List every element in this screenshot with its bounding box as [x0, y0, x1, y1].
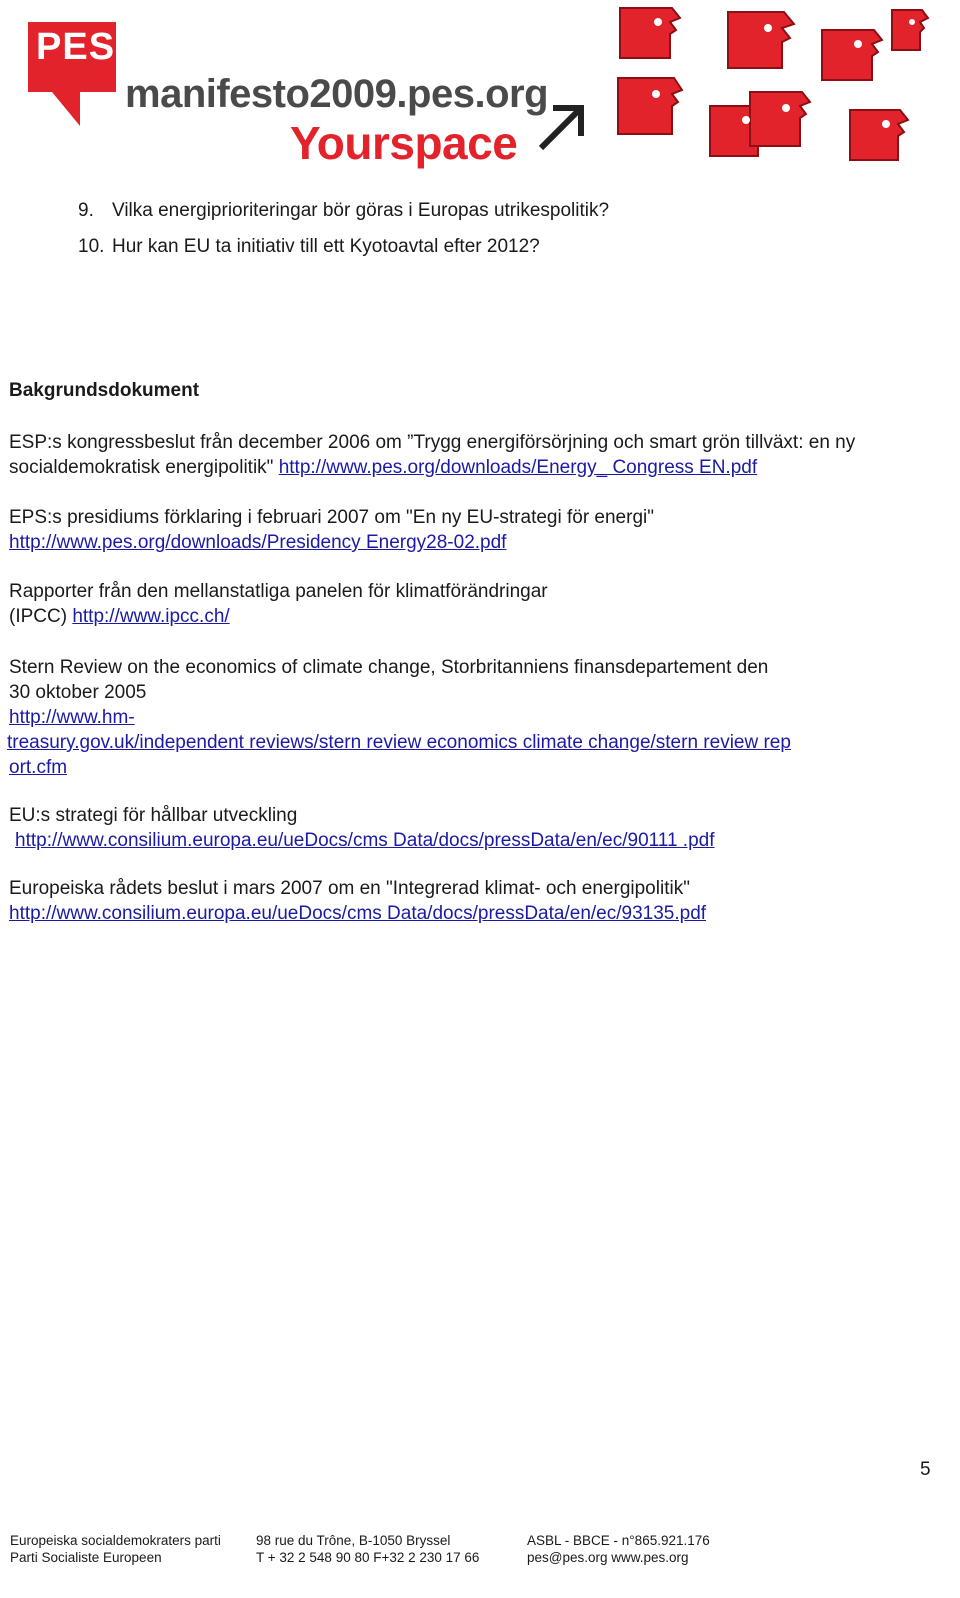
document-description: Stern Review on the economics of climate change, Storbritanniens finansdepartement den [9, 657, 769, 678]
document-entry [9, 876, 944, 926]
document-description-cont: (IPCC) [9, 606, 73, 627]
question-text: Hur kan EU ta initiativ till ett Kyotoavtal efter 2012? [112, 236, 540, 257]
footer-column-party [10, 1532, 221, 1566]
pes-logo [28, 22, 116, 92]
document-description-cont: socialdemokratisk energipolitik" [9, 457, 279, 478]
question-text: Vilka energiprioriteringar bör göras i Europas utrikespolitik? [112, 200, 610, 221]
footer-line: ASBL - BBCE - n°865.921.176 [527, 1533, 710, 1548]
footer-line: Europeiska socialdemokraters parti [10, 1533, 221, 1548]
pes-logo-tail [52, 92, 80, 126]
document-description: EU:s strategi för hållbar utveckling [9, 805, 298, 826]
banner-yourspace: Yourspace [290, 117, 518, 169]
document-link[interactable]: http://www.consilium.europa.eu/ueDocs/cms Data/docs/pressData/en/ec/93135.pdf [9, 903, 707, 924]
document-description-cont: 30 oktober 2005 [9, 682, 147, 703]
document-description: ESP:s kongressbeslut från december 2006 om ”Trygg energiförsörjning och smart grön tillväxt: en ny [9, 432, 856, 453]
document-link[interactable]: http://www.pes.org/downloads/Energy_ Congress EN.pdf [278, 457, 758, 478]
page-number: 5 [920, 1459, 931, 1480]
document-description: Rapporter från den mellanstatliga panelen för klimatförändringar [9, 581, 548, 602]
red-heads-illustration [600, 0, 940, 180]
document-entry [9, 505, 944, 555]
footer-line: pes@pes.org www.pes.org [527, 1550, 689, 1565]
document-link[interactable]: http://www.ipcc.ch/ [72, 606, 230, 627]
footer-column-address [256, 1532, 479, 1566]
manifesto-banner [0, 0, 960, 180]
section-heading: Bakgrundsdokument [9, 380, 200, 401]
document-link-cont[interactable]: treasury.gov.uk/independent reviews/stern review economics climate change/stern review rep [7, 732, 791, 753]
footer-column-registration [527, 1532, 710, 1566]
document-link[interactable]: http://www.hm- [9, 707, 135, 728]
footer-line: 98 rue du Trône, B-1050 Bryssel [256, 1533, 451, 1548]
arrow-icon [535, 98, 591, 154]
question-number: 9. [78, 200, 94, 221]
document-entry [9, 655, 944, 780]
document-description: Europeiska rådets beslut i mars 2007 om en "Integrerad klimat- och energipolitik" [9, 878, 690, 899]
document-entry [9, 430, 944, 480]
pes-logo-text: PES [36, 26, 116, 68]
footer-line: Parti Socialiste Europeen [10, 1550, 162, 1565]
document-entry [9, 803, 944, 853]
document-link[interactable]: http://www.consilium.europa.eu/ueDocs/cms Data/docs/pressData/en/ec/90111 .pdf [15, 830, 715, 851]
document-description: EPS:s presidiums förklaring i februari 2007 om "En ny EU-strategi för energi" [9, 507, 654, 528]
document-link-cont[interactable]: ort.cfm [9, 757, 68, 778]
banner-url: manifesto2009.pes.org [125, 72, 548, 116]
footer-line: T + 32 2 548 90 80 F+32 2 230 17 66 [256, 1550, 480, 1565]
document-entry [9, 579, 944, 629]
question-number: 10. [78, 236, 105, 257]
document-link[interactable]: http://www.pes.org/downloads/Presidency Energy28-02.pdf [9, 532, 507, 553]
